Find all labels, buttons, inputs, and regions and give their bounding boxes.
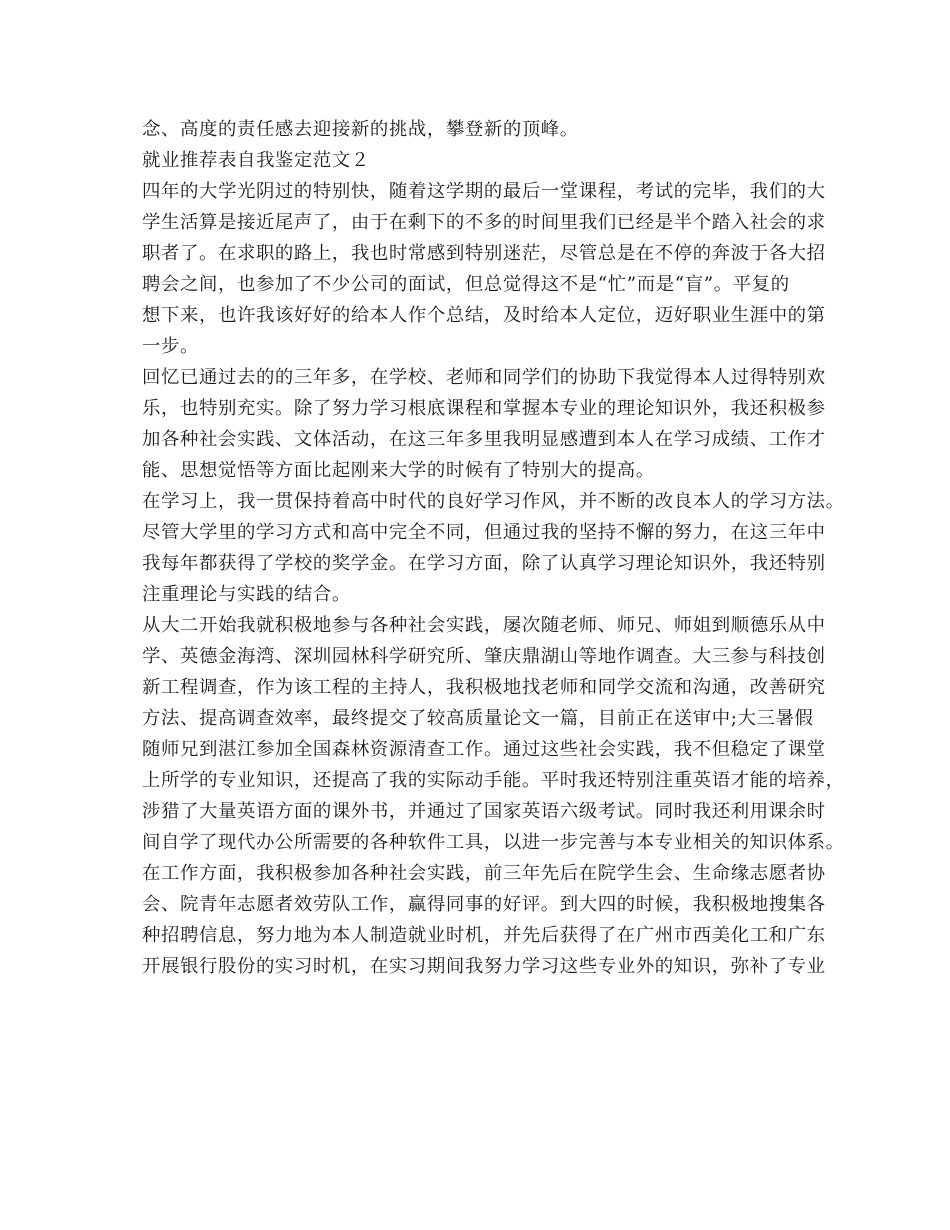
text-line: 四年的大学光阴过的特别快，随着这学期的最后一堂课程，考试的完毕，我们的大	[142, 181, 826, 202]
text-line: 方法、提高调查效率，最终提交了较高质量论文一篇，目前正在送审中;大三暑假	[142, 708, 814, 729]
text-line: 在学习上，我一贯保持着高中时代的良好学习作风，并不断的改良本人的学习方法。	[142, 491, 845, 512]
document-body	[142, 114, 845, 982]
text-line: 学、英德金海湾、深圳园林科学研究所、肇庆鼎湖山等地作调查。大三参与科技创	[142, 646, 826, 667]
text-line: 我每年都获得了学校的奖学金。在学习方面，除了认真学习理论知识外，我还特别	[142, 553, 826, 574]
text-line: 上所学的专业知识，还提高了我的实际动手能。平时我还特别注重英语才能的培养，	[142, 770, 845, 791]
text-line: 职者了。在求职的路上，我也时常感到特别迷茫，尽管总是在不停的奔波于各大招	[142, 243, 826, 264]
text-line: 聘会之间，也参加了不少公司的面试，但总觉得这不是“忙”而是“盲”。平复的	[142, 274, 790, 295]
text-line: 一步。	[142, 336, 199, 357]
text-line: 想下来，也许我该好好的给本人作个总结，及时给本人定位，迈好职业生涯中的第	[142, 305, 826, 326]
text-line: 开展银行股份的实习时机，在实习期间我努力学习这些专业外的知识，弥补了专业	[142, 956, 826, 977]
section-title: 就业推荐表自我鉴定范文２	[142, 150, 370, 171]
text-line: 涉猎了大量英语方面的课外书，并通过了国家英语六级考试。同时我还利用课余时	[142, 801, 826, 822]
text-line: 回忆已通过去的的三年多，在学校、老师和同学们的协助下我觉得本人过得特别欢	[142, 367, 826, 388]
text-line: 会、院青年志愿者效劳队工作，赢得同事的好评。到大四的时候，我积极地搜集各	[142, 894, 826, 915]
text-line: 注重理论与实践的结合。	[142, 584, 351, 605]
text-line: 间自学了现代办公所需要的各种软件工具，以进一步完善与本专业相关的知识体系。	[142, 832, 845, 853]
text-line: 从大二开始我就积极地参与各种社会实践，屡次随老师、师兄、师姐到顺德乐从中	[142, 615, 826, 636]
text-line: 尽管大学里的学习方式和高中完全不同，但通过我的坚持不懈的努力，在这三年中	[142, 522, 826, 543]
text-line: 念、高度的责任感去迎接新的挑战，攀登新的顶峰。	[142, 119, 579, 140]
text-line: 随师兄到湛江参加全国森林资源清查工作。通过这些社会实践，我不但稳定了课堂	[142, 739, 826, 760]
text-line: 能、思想觉悟等方面比起刚来大学的时候有了特别大的提高。	[142, 460, 655, 481]
text-line: 在工作方面，我积极参加各种社会实践，前三年先后在院学生会、生命缘志愿者协	[142, 863, 826, 884]
text-line: 乐，也特别充实。除了努力学习根底课程和掌握本专业的理论知识外，我还积极参	[142, 398, 826, 419]
text-line: 加各种社会实践、文体活动，在这三年多里我明显感遭到本人在学习成绩、工作才	[142, 429, 826, 450]
text-line: 学生活算是接近尾声了，由于在剩下的不多的时间里我们已经是半个踏入社会的求	[142, 212, 826, 233]
text-line: 种招聘信息，努力地为本人制造就业时机，并先后获得了在广州市西美化工和广东	[142, 925, 826, 946]
text-line: 新工程调查，作为该工程的主持人，我积极地找老师和同学交流和沟通，改善研究	[142, 677, 826, 698]
